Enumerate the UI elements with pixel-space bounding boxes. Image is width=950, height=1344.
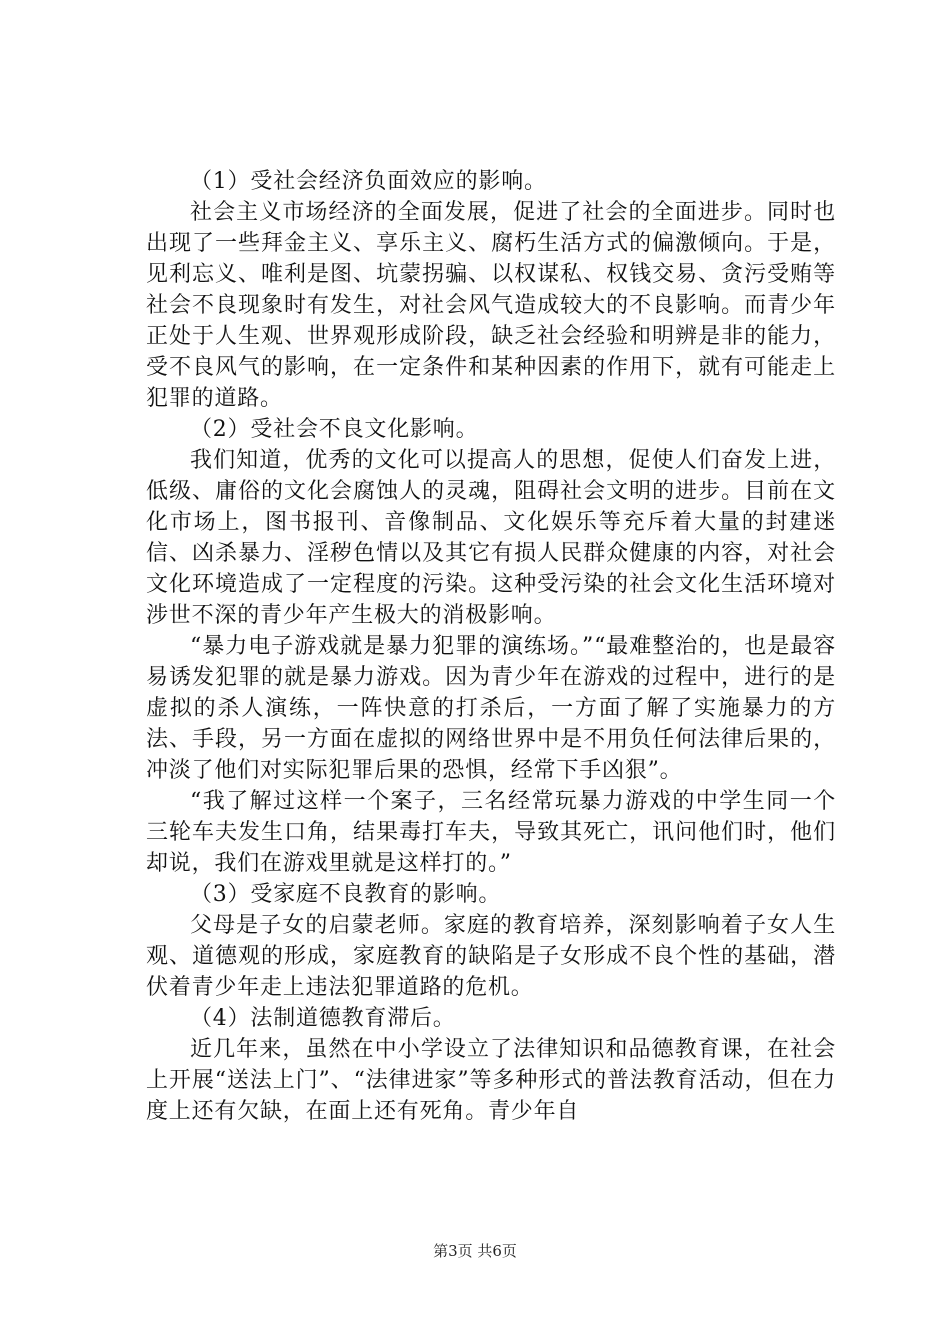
document-body <box>146 166 836 1127</box>
paragraph-violent-games-quote: “暴力电子游戏就是暴力犯罪的演练场。”“最难整治的，也是最容易诱发犯罪的就是暴力游戏。因为青少年在游戏的过程中，进行的是虚拟的杀人演练，一阵快意的打杀后，一方面了解了实施暴力的方法、手段，另一方面在虚拟的网络世界中是不用负任何法律后果的，冲淡了他们对实际犯罪后果的恐惧，经常下手凶狠”。 <box>146 634 836 783</box>
page-number: 第3页 共6页 <box>433 1242 517 1260</box>
section-heading-2: （2）受社会不良文化影响。 <box>190 417 479 442</box>
paragraph-economy: 社会主义市场经济的全面发展，促进了社会的全面进步。同时也出现了一些拜金主义、享乐主义、腐朽生活方式的偏激倾向。于是，见利忘义、唯利是图、坑蒙拐骗、以权谋私、权钱交易、贪污受贿等社会不良现象时有发生，对社会风气造成较大的不良影响。而青少年正处于人生观、世界观形成阶段，缺乏社会经验和明辨是非的能力，受不良风气的影响，在一定条件和某种因素的作用下，就有可能走上犯罪的道路。 <box>146 200 836 411</box>
paragraph-family: 父母是子女的启蒙老师。家庭的教育培养，深刻影响着子女人生观、道德观的形成，家庭教育的缺陷是子女形成不良个性的基础，潜伏着青少年走上违法犯罪道路的危机。 <box>146 913 836 1000</box>
section-heading-4: （4）法制道德教育滞后。 <box>190 1006 456 1031</box>
section-heading-3: （3）受家庭不良教育的影响。 <box>190 882 502 907</box>
paragraph-legal-education: 近几年来，虽然在中小学设立了法律知识和品德教育课，在社会上开展“送法上门”、“法律进家”等多种形式的普法教育活动，但在力度上还有欠缺，在面上还有死角。青少年自 <box>146 1037 836 1124</box>
paragraph-culture: 我们知道，优秀的文化可以提高人的思想，促使人们奋发上进，低级、庸俗的文化会腐蚀人的灵魂，阻碍社会文明的进步。目前在文化市场上，图书报刊、音像制品、文化娱乐等充斥着大量的封建迷信、凶杀暴力、淫秽色情以及其它有损人民群众健康的内容，对社会文化环境造成了一定程度的污染。这种受污染的社会文化生活环境对涉世不深的青少年产生极大的消极影响。 <box>146 448 836 628</box>
paragraph-case-quote: “我了解过这样一个案子，三名经常玩暴力游戏的中学生同一个三轮车夫发生口角，结果毒打车夫，导致其死亡，讯问他们时，他们却说，我们在游戏里就是这样打的。” <box>146 789 836 876</box>
section-heading-1: （1）受社会经济负面效应的影响。 <box>190 169 547 194</box>
